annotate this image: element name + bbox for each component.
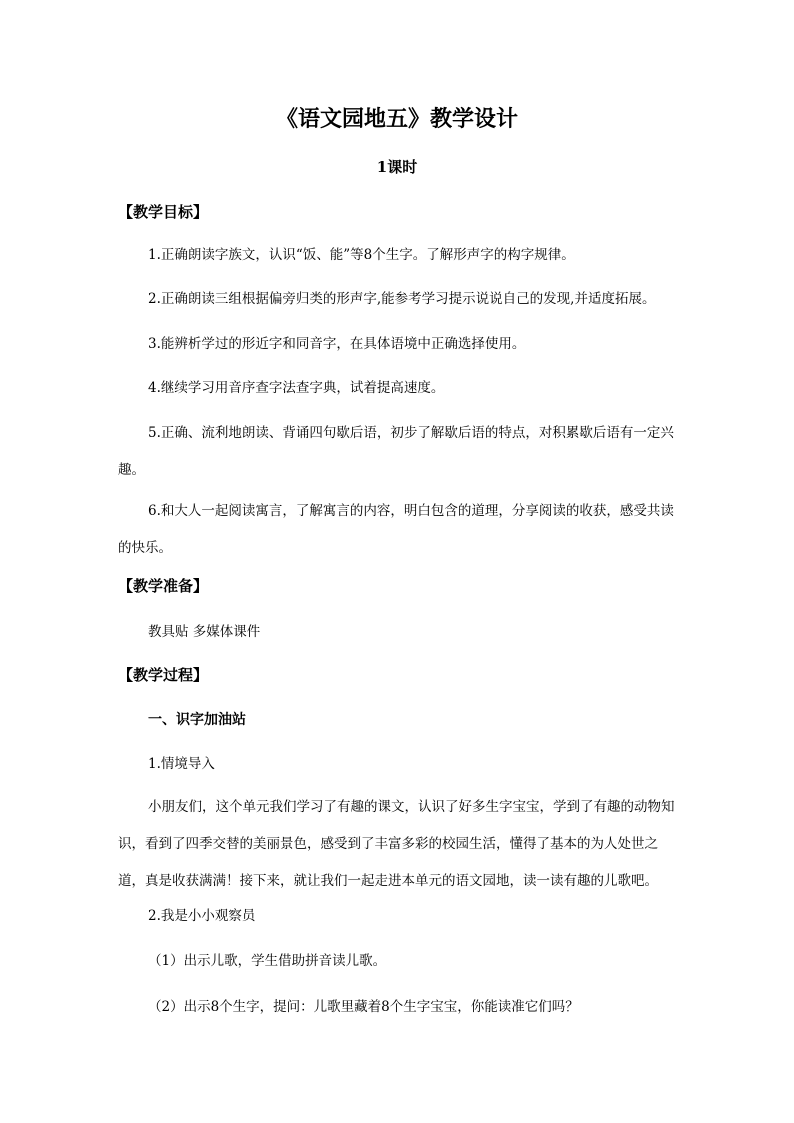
goal-item: 2.正确朗读三组根据偏旁归类的形声字,能参考学习提示说说自己的发现,并适度拓展。 [148,291,656,307]
goal-item: 1.正确朗读字族文，认识“饭、能”等8个生字。了解形声字的构字规律。 [148,247,575,263]
document-subtitle: 1课时 [376,158,418,176]
document-title: 《语文园地五》教学设计 [275,106,518,132]
step-label: 1.情境导入 [148,756,215,772]
goal-item: 3.能辨析学过的形近字和同音字，在具体语境中正确选择使用。 [148,336,526,352]
step-paragraph: 小朋友们，这个单元我们学习了有趣的课文，认识了好多生字宝宝，学到了有趣的动物知识，看到了四季交替的美丽景色，感受到了丰富多彩的校园生活，懂得了基本的为人处世之道，真是收获满满！接下来，就让我们一起走进本单元的语文园地，读一读有趣的儿歌吧。 [118,799,675,889]
step-item: （2）出示8个生字，提问：儿歌里藏着8个生字宝宝，你能读准它们吗？ [148,999,579,1015]
preparation-text: 教具贴 多媒体课件 [148,624,261,640]
goal-item: 6.和大人一起阅读寓言，了解寓言的内容，明白包含的道理，分享阅读的收获，感受共读的快乐。 [118,503,674,556]
section-heading-process: 【教学过程】 [118,666,209,684]
goal-item: 5.正确、流利地朗读、背诵四句歇后语，初步了解歇后语的特点，对积累歇后语有一定兴趣。 [118,425,674,478]
goal-item: 4.继续学习用音序查字法查字典，试着提高速度。 [148,380,445,396]
section-heading-goals: 【教学目标】 [118,203,209,221]
section-heading-preparation: 【教学准备】 [118,577,209,595]
part-heading-literacy: 一、识字加油站 [148,712,246,728]
step-item: （1）出示儿歌，学生借助拼音读儿歌。 [148,953,387,969]
step-label: 2.我是小小观察员 [148,908,256,924]
